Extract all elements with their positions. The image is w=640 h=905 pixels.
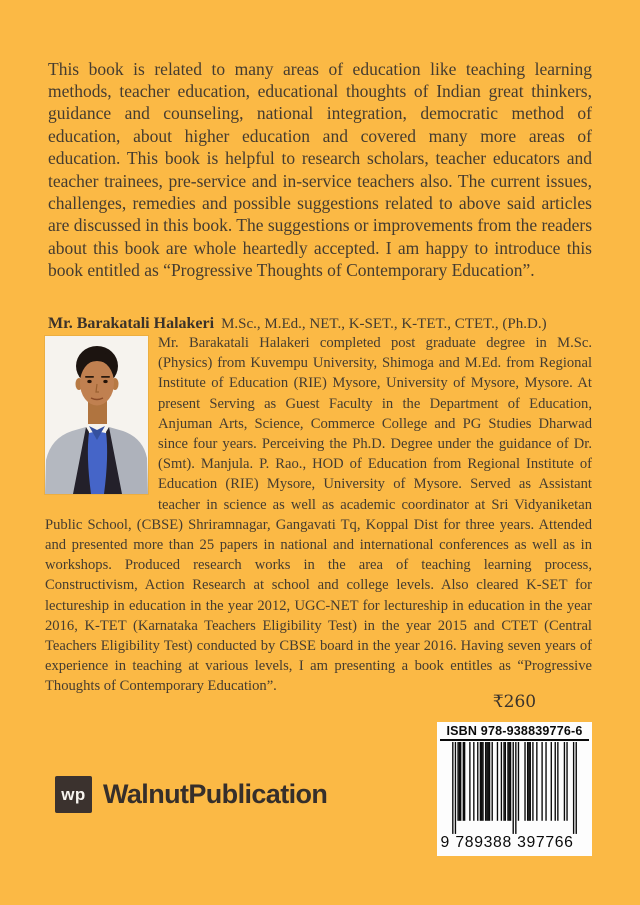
publisher-logo	[55, 776, 327, 813]
barcode-bars	[439, 742, 590, 851]
author-name: Mr. Barakatali Halakeri	[48, 315, 215, 332]
publisher-name: WalnutPublication	[103, 779, 328, 809]
price-label: ₹260	[492, 692, 537, 712]
author-byline	[48, 315, 608, 333]
book-synopsis: This book is related to many areas of education like teaching learning methods, teacher education, educational thoughts of Indian great thinkers, guidance and counseling, national integration, democratic method of education, about higher education and covered many more areas of education. This book is helpful to research scholars, teacher educators and teacher trainees, pre-service and in-service teachers also. The current issues, challenges, remedies and possible suggestions related to above said articles are discussed in this book. The suggestions or improvements from the readers about this book are whole heartedly accepted. I am happy to introduce this book entitled as “Progressive Thoughts of Contemporary Education”.	[48, 58, 593, 281]
isbn-number: ISBN 978-938839776-6	[440, 724, 589, 741]
author-bio-section	[45, 333, 592, 697]
author-photo	[45, 336, 148, 494]
barcode-digits-group2: 397766	[517, 834, 574, 851]
author-bio-text: Mr. Barakatali Halakeri completed post graduate degree in M.Sc. (Physics) from Kuvempu University, Shimoga and M.Ed. from Regional Institute of Education (RIE) Mysore, University of Mysore, Mysore. At present Serving as Guest Faculty in the Department of Education, Anjuman Arts, Science, Commerce College and PG Studies Dharwad since four years. Perceiving the Ph.D. Degree under the guidance of Dr. (Smt). Manjula. P. Rao., HOD of Education from Regional Institute of Education (RIE) Mysore, University of Mysore. Served as Assistant teacher in science as well as academic coordinator at Sri Vidyaniketan Public School, (CBSE) Shriramnagar, Gangavati Tq, Koppal Dist for three years. Attended and presented more than 25 papers in national and international conferences as well as in workshops. Produced research works in the area of teaching learning process, Constructivism, Action Research at school and college levels. Also cleared K-SET for lectureship in education in the year 2012, UGC-NET for lectureship in education in the year 2016, K-TET (Karnataka Teachers Eligibility Test) in the year 2015 and CTET (Central Teachers Eligibility Test) conducted by CBSE board in the year 2016. Having seven years of experience in teaching at various levels, I am presenting a book entitles as “Progressive Thoughts of Contemporary Education”.	[45, 335, 592, 695]
barcode-digits-group1: 789388	[455, 834, 512, 851]
publisher-monogram-icon: wp	[55, 776, 92, 813]
barcode-digit-lead: 9	[440, 834, 450, 851]
author-credentials: M.Sc., M.Ed., NET., K-SET., K-TET., CTET., (Ph.D.)	[221, 316, 547, 332]
isbn-barcode-block	[437, 722, 592, 856]
author-portrait-illustration	[45, 336, 148, 494]
